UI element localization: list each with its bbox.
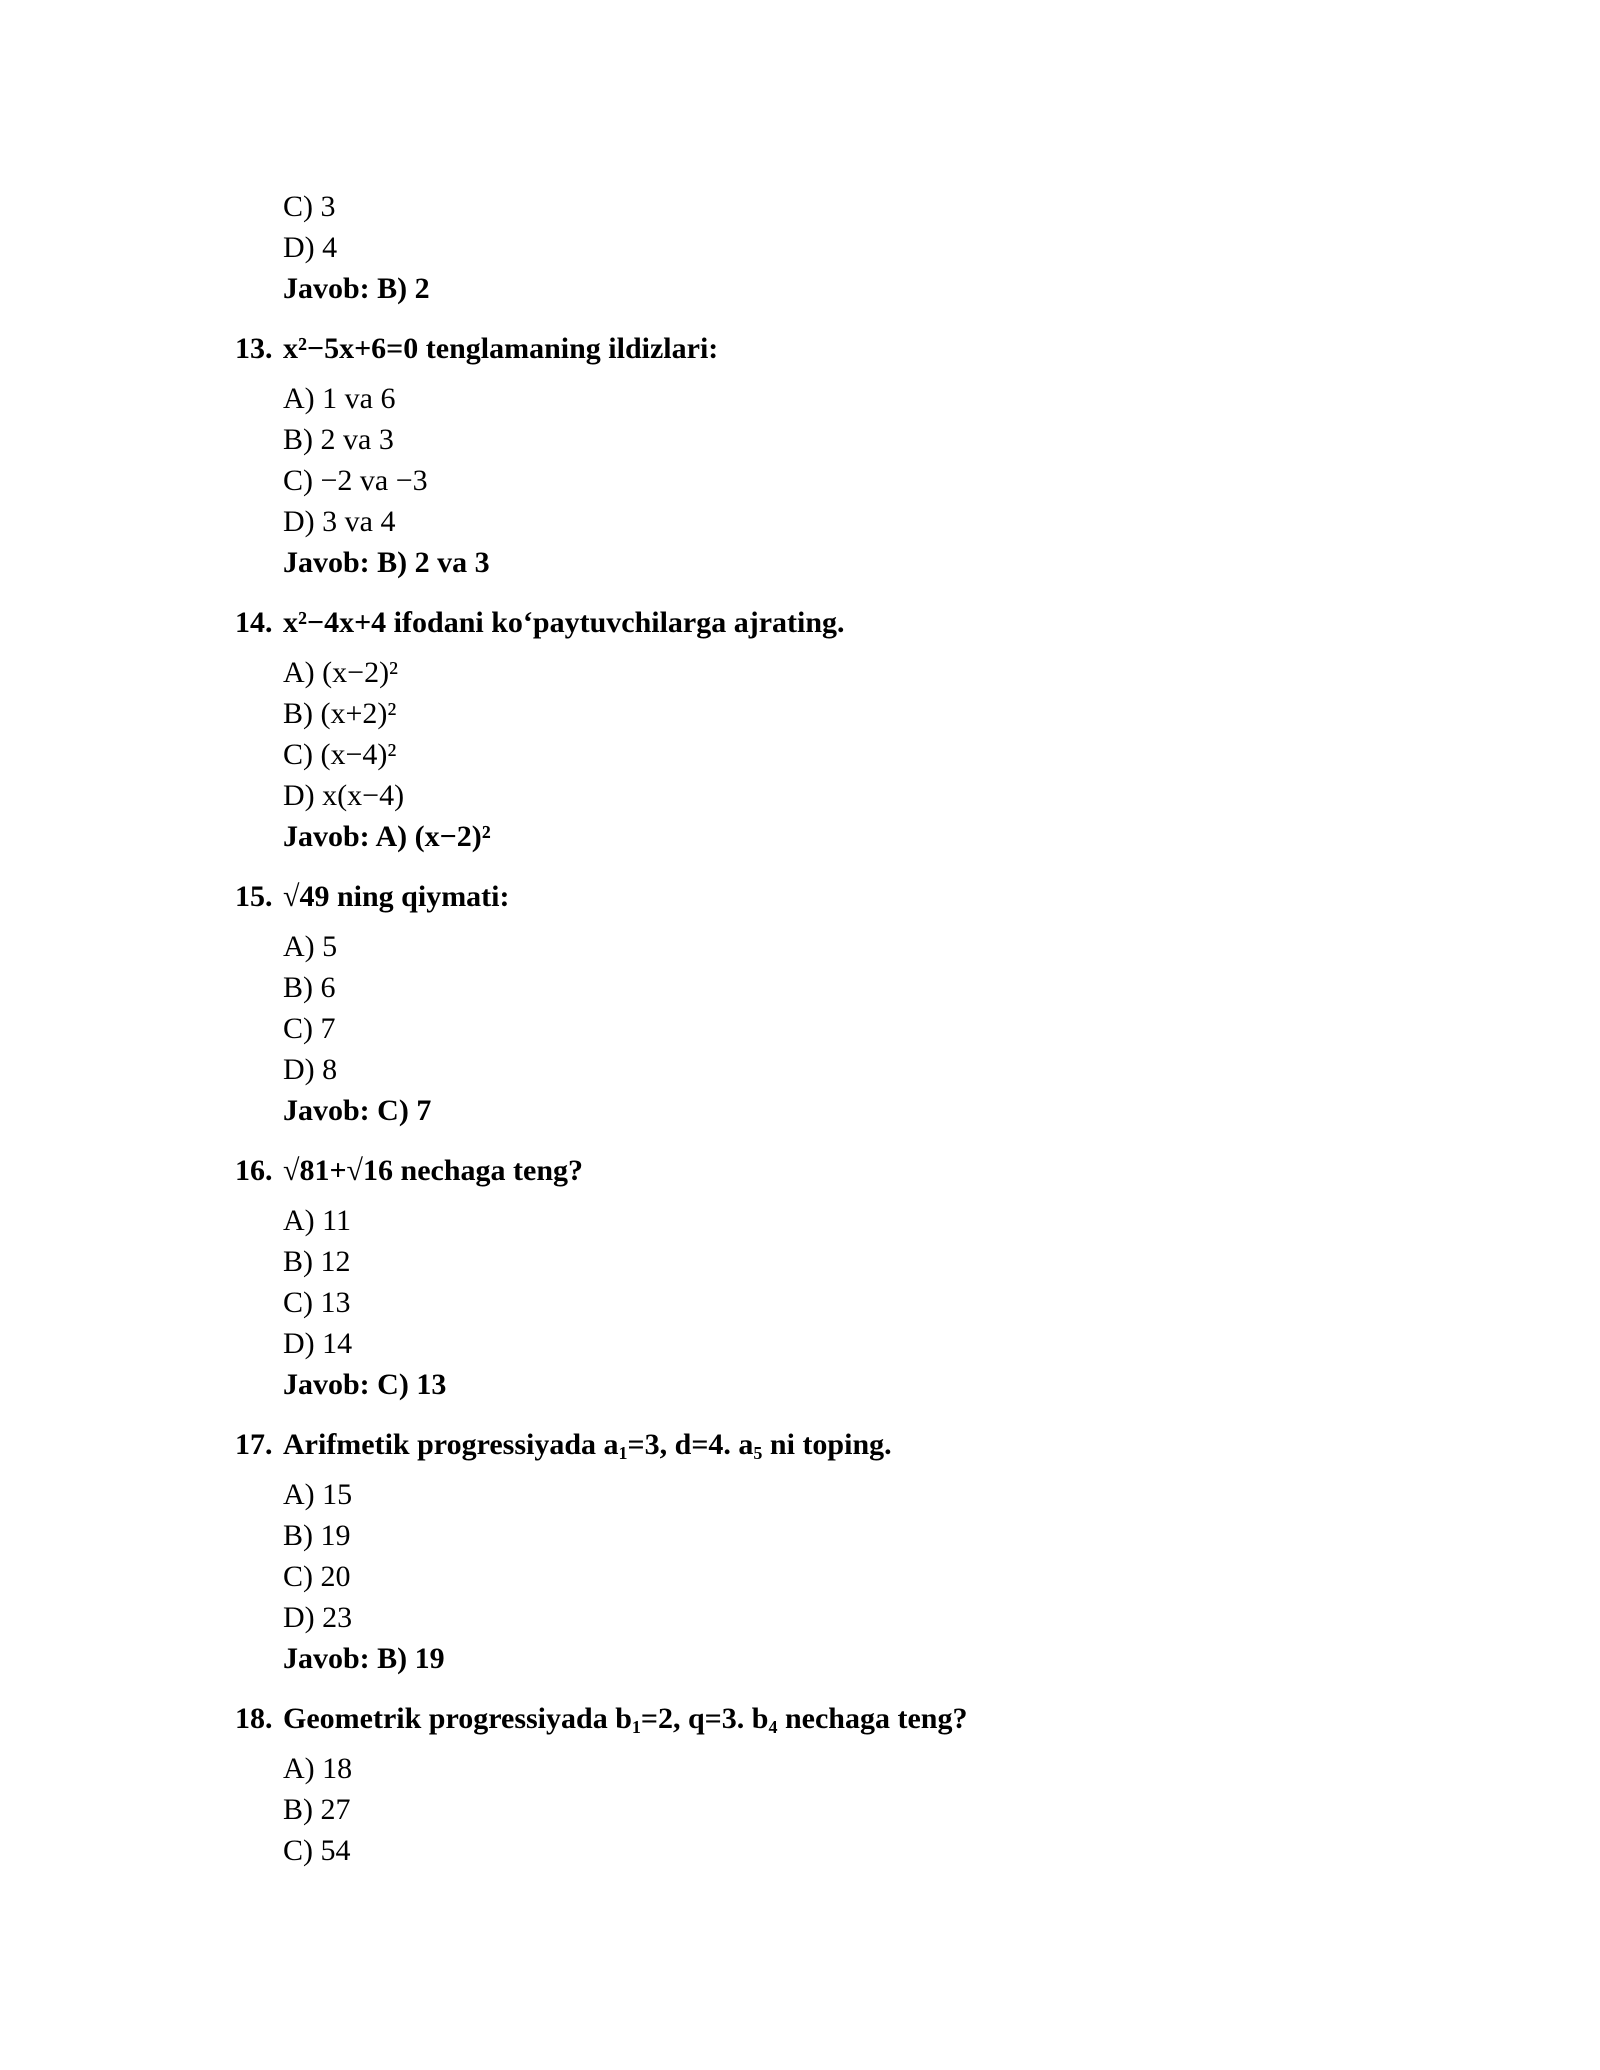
- option-text: D) 23: [283, 1601, 353, 1634]
- question-number: 18.: [235, 1702, 273, 1735]
- answer-text: Javob: B) 19: [283, 1642, 445, 1675]
- option-text: C) 3: [283, 190, 336, 223]
- option-text: B) 2 va 3: [283, 423, 394, 456]
- question-text: Geometrik progressiyada $b_1=2$, q=3. $b_4$ nechaga teng?: [283, 1702, 968, 1737]
- question-heading: [235, 606, 845, 640]
- option-text: C) 54: [283, 1834, 351, 1867]
- option-text: D) 4: [283, 231, 338, 264]
- option-text: C) 7: [283, 1012, 336, 1045]
- option-text: C) (x−4)²: [283, 738, 397, 771]
- option-text: A) 15: [283, 1478, 353, 1511]
- question-text: √81+√16 nechaga teng?: [283, 1154, 584, 1187]
- option-text: A) 1 va 6: [283, 382, 396, 415]
- option-text: C) −2 va −3: [283, 464, 428, 497]
- answer-text: Javob: C) 7: [283, 1094, 432, 1127]
- option-text: C) 20: [283, 1560, 351, 1593]
- answer-text: Javob: B) 2: [283, 272, 430, 305]
- option-text: D) 14: [283, 1327, 353, 1360]
- answer-text: Javob: C) 13: [283, 1368, 447, 1401]
- question-number: 14.: [235, 606, 273, 639]
- option-text: A) 18: [283, 1752, 353, 1785]
- question-number: 17.: [235, 1428, 273, 1461]
- question-heading: [235, 1702, 967, 1736]
- option-text: C) 13: [283, 1286, 351, 1319]
- question-number: 16.: [235, 1154, 273, 1187]
- option-text: A) (x−2)²: [283, 656, 399, 689]
- question-number: 15.: [235, 880, 273, 913]
- question-number: 13.: [235, 332, 273, 365]
- option-text: B) (x+2)²: [283, 697, 397, 730]
- question-text: Arifmetik progressiyada $a_1=3$, d=4. $a_5$ ni toping.: [283, 1428, 892, 1463]
- option-text: B) 12: [283, 1245, 351, 1278]
- option-text: A) 11: [283, 1204, 352, 1237]
- question-heading: [235, 880, 510, 914]
- option-text: B) 19: [283, 1519, 351, 1552]
- option-text: B) 27: [283, 1793, 351, 1826]
- question-heading: [235, 1154, 583, 1188]
- option-text: A) 5: [283, 930, 338, 963]
- question-text: x²−5x+6=0 tenglamaning ildizlari:: [283, 332, 719, 365]
- question-heading: [235, 332, 718, 366]
- option-text: D) 8: [283, 1053, 338, 1086]
- option-text: B) 6: [283, 971, 336, 1004]
- option-text: D) x(x−4): [283, 779, 405, 812]
- answer-text: Javob: B) 2 va 3: [283, 546, 490, 579]
- option-text: D) 3 va 4: [283, 505, 396, 538]
- question-heading: [235, 1428, 892, 1462]
- answer-text: Javob: A) (x−2)²: [283, 820, 491, 853]
- question-text: √49 ning qiymati:: [283, 880, 510, 913]
- question-text: x²−4x+4 ifodani ko‘paytuvchilarga ajrating.: [283, 606, 845, 639]
